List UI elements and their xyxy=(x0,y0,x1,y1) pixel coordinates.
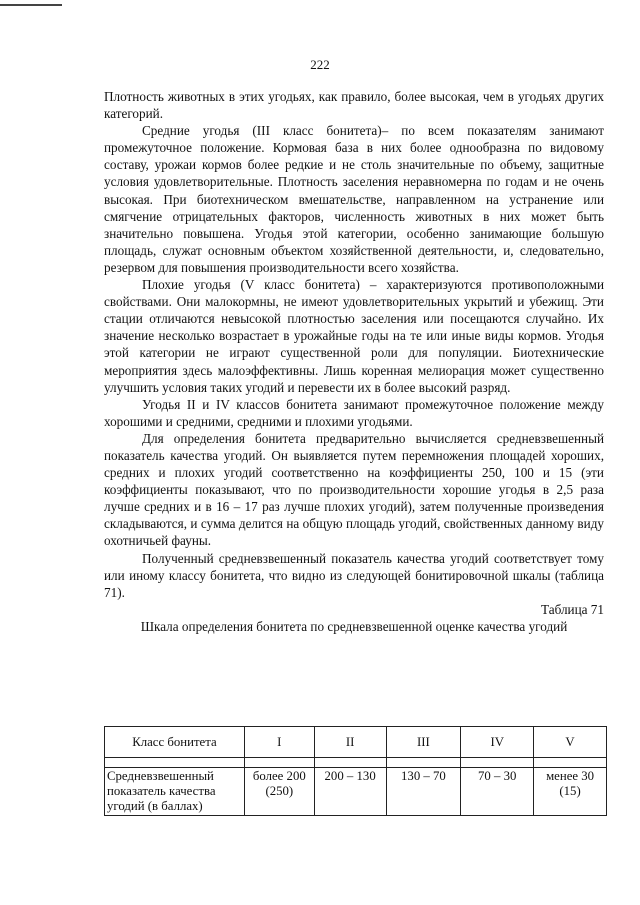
table-cell: 200 – 130 xyxy=(314,768,386,816)
paragraph: Угодья II и IV классов бонитета занимают промежуточное положение между хорошими и средними, средними и плохими угодьями. xyxy=(104,396,604,429)
table-header-cell: I xyxy=(244,727,314,758)
paragraph: Плохие угодья (V класс бонитета) – характеризуются противоположными свойствами. Они малокормны, не имеют удовлетворительных укрытий и убежищ. Эти стации отличаются невысокой плотностью заселения или посещаются случайно. Их значение несколько возрастает в урожайные годы на те или иные виды кормов. Угодья этой категории не играют существенной роли для популяции. Биотехнические мероприятия здесь малоэффективны. Лишь коренная мелиорация может существенно улучшить условия таких угодий и перевести их в более высокий разряд. xyxy=(104,277,604,395)
paragraph: Плотность животных в этих угодьях, как правило, более высокая, чем в угодьях других категорий. xyxy=(104,89,604,122)
table-title: Шкала определения бонитета по средневзвешенной оценке качества угодий xyxy=(140,618,568,634)
table-header-cell: IV xyxy=(461,727,534,758)
paragraph: Для определения бонитета предварительно вычисляется средневзвешенный показатель качества угодий. Он выявляется путем перемножения площадей хороших, средних и плохих угодий соответственно на коэффициенты 250, 100 и 15 (эти коэффициенты показывают, что по производительности хорошие угодья в 2,5 раза лучше средних и в 16 – 17 раз лучше плохих угодий), затем полученные произведения складываются, и сумма делится на общую площадь угодий, свойственных данному виду охотничьей фауны. xyxy=(104,430,604,549)
table-row xyxy=(105,768,607,816)
top-rule xyxy=(0,4,62,6)
table-header-cell: II xyxy=(314,727,386,758)
page-number: 222 xyxy=(310,57,330,72)
table-cell: менее 30 (15) xyxy=(534,768,607,816)
paragraph: Средние угодья (III класс бонитета)– по всем показателям занимают промежуточное положение. Кормовая база в них более однообразна по видовому составу, урожаи кормов более редкие и не столь значительные по объему, защитные условия удовлетворительные. Плотность заселения неравномерна по годам и не очень высокая. При биотехническом вмешательстве, направленном на устранение или смягчение отрицательных факторов, численность животных в них может быть значительно повышена. Угодья этой категории, особенно занимающие большую площадь, служат основным объектом хозяйственной деятельности, и, следовательно, резервом для повышения производительности всего хозяйства. xyxy=(104,123,604,275)
table-header-cell: III xyxy=(386,727,461,758)
table-spacer-row xyxy=(105,758,607,768)
table-row-label: Средневзвешенный показатель качества угодий (в баллах) xyxy=(105,768,245,816)
table-header-cell: V xyxy=(534,727,607,758)
table-header-cell: Класс бонитета xyxy=(105,727,245,758)
table-cell: 70 – 30 xyxy=(461,768,534,816)
bonitet-table xyxy=(104,726,607,816)
paragraph: Полученный средневзвешенный показатель качества угодий соответствует тому или иному классу бонитета, что видно из следующей бонитировочной шкалы (таблица 71). xyxy=(104,550,604,600)
table-header-row xyxy=(105,727,607,758)
table-cell: 130 – 70 xyxy=(386,768,461,816)
body-text xyxy=(104,88,604,635)
table-cell: более 200 (250) xyxy=(244,768,314,816)
table-number: Таблица 71 xyxy=(541,601,604,617)
